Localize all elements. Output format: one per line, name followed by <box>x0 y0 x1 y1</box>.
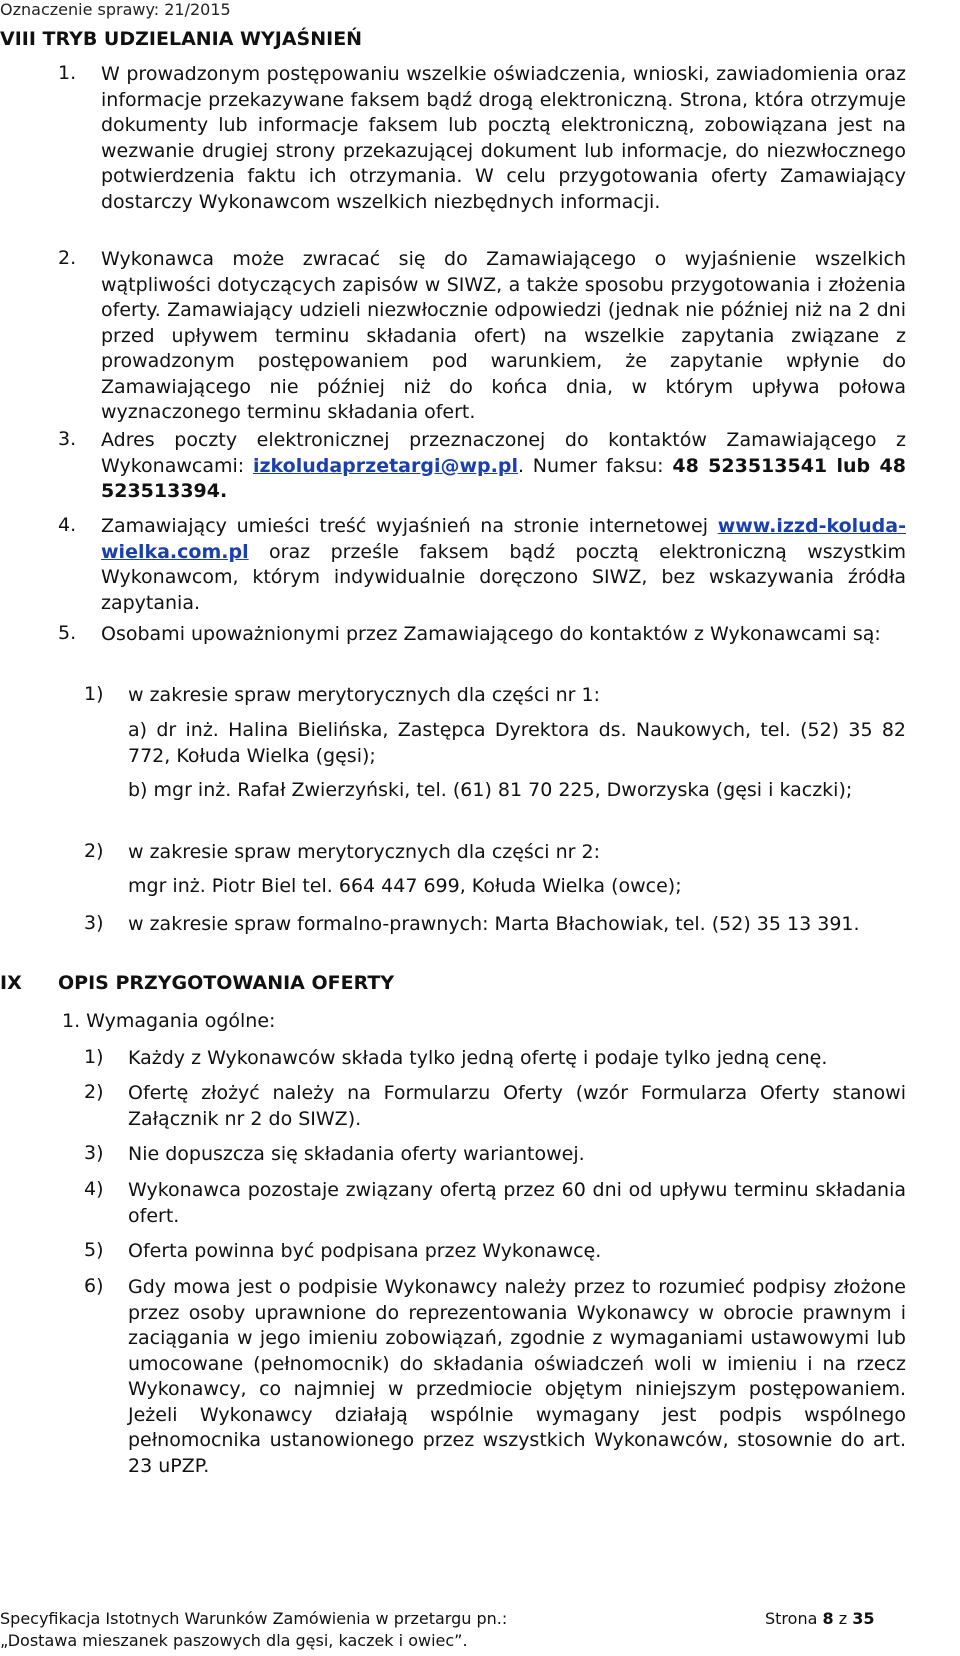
paragraph-4 <box>101 514 906 616</box>
paragraph-4-text: Zamawiający umieści treść wyjaśnień na stronie internetowej <box>101 515 718 537</box>
req-number: 2) <box>84 1081 104 1103</box>
req-number: 4) <box>84 1178 104 1200</box>
paragraph-3-text: Adres poczty elektronicznej przeznaczonej do kontaktów Zamawiającego z Wykonawcami: <box>101 429 906 477</box>
page-total: 35 <box>852 1609 875 1628</box>
item-number: 4. <box>58 514 77 536</box>
case-number: Oznaczenie sprawy: 21/2015 <box>0 0 231 19</box>
contact-a: a) dr inż. Halina Bielińska, Zastępca Dyrektora ds. Naukowych, tel. (52) 35 82 772, Kołuda Wielka (gęsi); <box>128 719 906 767</box>
paragraph-1: W prowadzonym postępowaniu wszelkie oświadczenia, wnioski, zawiadomienia oraz informacje przekazywane faksem bądź drogą elektroniczną. Strona, która otrzymuje dokumenty lub informacje faksem lub pocztą elektroniczną, zobowiązana jest na wezwanie drugiej strony przekazującej dokument lub informacje, do niezwłocznego potwierdzenia faktu ich otrzymania. W celu przygotowania oferty Zamawiający dostarczy Wykonawcom wszelkich niezbędnych informacji. <box>101 63 906 213</box>
subitem-number: 2) <box>84 840 104 862</box>
item-number: 3. <box>58 428 77 450</box>
req-number: 5) <box>84 1239 104 1261</box>
subitem-3: w zakresie spraw formalno-prawnych: Marta Błachowiak, tel. (52) 35 13 391. <box>128 913 860 935</box>
subitem-number: 3) <box>84 912 104 934</box>
paragraph-2: Wykonawca może zwracać się do Zamawiającego o wyjaśnienie wszelkich wątpliwości dotyczących zapisów w SIWZ, a także sposobu przygotowania i złożenia oferty. Zamawiający udzieli niezwłocznie odpowiedzi (jednak nie później niż na 2 dni przed upływem terminu składania ofert) na wszelkie zapytania związane z prowadzonym postępowaniem pod warunkiem, że zapytanie wpłynie do Zamawiającego nie później niż do końca dnia, w którym upływa połowa wyznaczonego terminu składania ofert. <box>101 248 906 423</box>
req-number: 3) <box>84 1142 104 1164</box>
page-prefix: Strona <box>765 1609 823 1628</box>
req-item: Gdy mowa jest o podpisie Wykonawcy należy przez to rozumieć podpisy złożone przez osoby uprawnione do reprezentowania Wykonawcy w obrocie prawnym i zaciągania w jego imieniu zobowiązań, zgodnie z wymaganiami ustawowymi lub umocowane (pełnomocnik) do składania oświadczeń woli w imieniu i na rzecz Wykonawcy, co najmniej w przedmiocie objętym niniejszym postępowaniem. Jeżeli Wykonawcy działają wspólnie wymagany jest podpis wspólnego pełnomocnika ustanowionego przez wszystkich Wykonawców, stosownie do art. 23 uPZP. <box>128 1276 906 1477</box>
paragraph-3 <box>101 428 906 505</box>
email-link[interactable]: izkoludaprzetargi@wp.pl <box>252 454 518 477</box>
subitem-2: w zakresie spraw merytorycznych dla części nr 2: <box>128 841 600 863</box>
req-number: 1) <box>84 1046 104 1068</box>
page-number <box>765 1609 874 1629</box>
req-item: Nie dopuszcza się składania oferty wariantowej. <box>128 1143 585 1165</box>
subitem-number: 1) <box>84 683 104 705</box>
req-item: Ofertę złożyć należy na Formularzu Oferty (wzór Formularza Oferty stanowi Załącznik nr 2 do SIWZ). <box>128 1082 906 1130</box>
footer-title-line1: Specyfikacja Istotnych Warunków Zamówienia w przetargu pn.: <box>0 1609 508 1628</box>
section-ix-title: OPIS PRZYGOTOWANIA OFERTY <box>58 972 395 994</box>
paragraph-3-text: . Numer faksu: <box>517 454 673 477</box>
contact-owce: mgr inż. Piotr Biel tel. 664 447 699, Kołuda Wielka (owce); <box>128 875 682 897</box>
item-number: 5. <box>58 622 77 644</box>
req-item: Oferta powinna być podpisana przez Wykonawcę. <box>128 1240 602 1262</box>
paragraph-5: Osobami upoważnionymi przez Zamawiającego do kontaktów z Wykonawcami są: <box>101 623 881 645</box>
general-requirements-heading: 1. Wymagania ogólne: <box>62 1010 276 1032</box>
section-ix-number: IX <box>0 972 22 994</box>
item-number: 1. <box>58 62 77 84</box>
req-item: Wykonawca pozostaje związany ofertą przez 60 dni od upływu terminu składania ofert. <box>128 1179 906 1227</box>
contact-b: b) mgr inż. Rafał Zwierzyński, tel. (61) 81 70 225, Dworzyska (gęsi i kaczki); <box>128 779 853 801</box>
subitem-1: w zakresie spraw merytorycznych dla części nr 1: <box>128 684 600 706</box>
fax-numbers: 48 523513541 lub 48 523513394. <box>101 454 906 502</box>
req-number: 6) <box>84 1275 104 1297</box>
page-current: 8 <box>822 1609 834 1628</box>
website-link[interactable]: www.izzd-koluda-wielka.com.pl <box>101 515 906 563</box>
paragraph-4-text: oraz prześle faksem bądź pocztą elektroniczną wszystkim Wykonawcom, którym indywidualnie doręczono SIWZ, bez wskazywania źródła zapytania. <box>101 540 906 614</box>
item-number: 2. <box>58 247 77 269</box>
footer-title-line2: „Dostawa mieszanek paszowych dla gęsi, kaczek i owiec”. <box>0 1631 468 1650</box>
req-item: Każdy z Wykonawców składa tylko jedną ofertę i podaje tylko jedną cenę. <box>128 1047 828 1069</box>
section-viii-title: VIII TRYB UDZIELANIA WYJAŚNIEŃ <box>0 28 363 50</box>
page-mid: z <box>833 1609 853 1628</box>
